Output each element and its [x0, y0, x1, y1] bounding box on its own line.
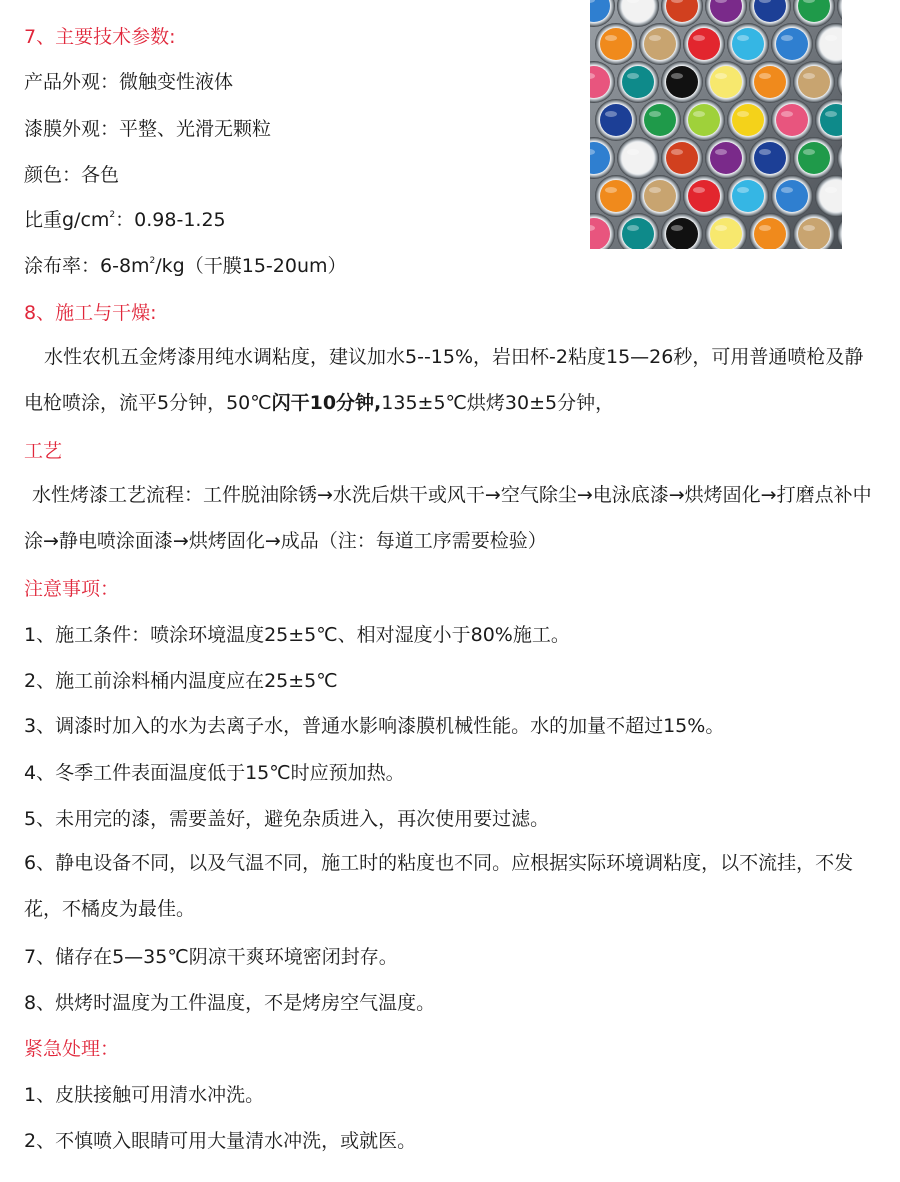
paint-can-shine [737, 35, 749, 41]
paint-can-color [666, 142, 698, 174]
paint-can-shine [693, 35, 705, 41]
paint-can-shine [605, 35, 617, 41]
construction-text-b: 闪干10分钟, [271, 392, 382, 414]
process-text: 水性烤漆工艺流程：工件脱油除锈→水洗后烘干或风干→空气除尘→电泳底漆→烘烤固化→打磨点补中涂→静电喷涂面漆→烘烤固化→成品（注：每道工序需要检验） [24, 484, 872, 552]
paint-can-color [732, 104, 764, 136]
note-item-4: 4、冬季工件表面温度低于15℃时应预加热。 [24, 762, 405, 784]
paint-can-shine [605, 111, 617, 117]
paint-can-shine [715, 149, 727, 155]
emergency-item-2: 2、不慎喷入眼睛可用大量清水冲洗，或就医。 [24, 1130, 417, 1152]
paint-can-color [688, 28, 720, 60]
paint-can-color [776, 104, 808, 136]
paint-can-color [754, 218, 786, 249]
paint-can-color [644, 180, 676, 212]
paint-can-color [710, 142, 742, 174]
density-spec [24, 207, 226, 233]
paint-can-color [622, 218, 654, 249]
paint-can-color [754, 66, 786, 98]
paint-can-shine [715, 225, 727, 231]
paint-can-shine [649, 35, 661, 41]
paint-can-color [754, 142, 786, 174]
coverage-spec [24, 253, 347, 279]
construction-text-c: 135±5℃烘烤30±5分钟， [381, 392, 615, 414]
coverage-value: /kg（干膜15-20um） [155, 255, 347, 277]
emergency-heading: 紧急处理： [24, 1038, 120, 1060]
paint-can-shine [759, 149, 771, 155]
density-superscript: 2 [109, 210, 116, 220]
construction-text-a: 水性农机五金烤漆用纯水调粘度，建议加水5--15%，岩田杯-2粘度15—26秒，可用普通喷枪及静电枪喷涂，流平5分钟，50℃ [24, 346, 864, 414]
process-heading: 工艺 [24, 440, 63, 462]
paint-can-shine [737, 111, 749, 117]
paint-can-shine [737, 187, 749, 193]
density-value: ：0.98-1.25 [115, 209, 226, 231]
paint-can-shine [803, 149, 815, 155]
paint-can-color [710, 218, 742, 249]
paint-can-color [732, 180, 764, 212]
color-spec: 颜色：各色 [24, 164, 120, 186]
paint-can-color [798, 66, 830, 98]
paint-can-color [644, 104, 676, 136]
paint-can-color [622, 66, 654, 98]
product-appearance: 产品外观：微触变性液体 [24, 71, 234, 93]
paint-can-shine [671, 149, 683, 155]
paint-can-color [600, 104, 632, 136]
note-item-3: 3、调漆时加入的水为去离子水，普通水影响漆膜机械性能。水的加量不超过15%。 [24, 715, 725, 737]
film-appearance: 漆膜外观：平整、光滑无颗粒 [24, 118, 272, 140]
note-item-1: 1、施工条件：喷涂环境温度25±5℃、相对湿度小于80%施工。 [24, 624, 570, 646]
paint-can-shine [693, 111, 705, 117]
paint-can-color [776, 180, 808, 212]
paint-can-shine [649, 111, 661, 117]
paint-can-shine [803, 225, 815, 231]
paint-can-color [622, 142, 654, 174]
note-item-5: 5、未用完的漆，需要盖好，避免杂质进入，再次使用要过滤。 [24, 808, 550, 830]
coverage-superscript: 2 [149, 256, 156, 266]
paint-can-shine [671, 225, 683, 231]
paint-can-color [644, 28, 676, 60]
paint-can-shine [803, 73, 815, 79]
paint-can-color [600, 180, 632, 212]
paint-can-color [600, 28, 632, 60]
paint-can-color [776, 28, 808, 60]
paint-can-shine [825, 35, 837, 41]
coverage-label: 涂布率：6-8m [24, 255, 150, 277]
paint-can-shine [605, 187, 617, 193]
density-label: 比重g/cm [24, 209, 110, 231]
paint-can-shine [759, 225, 771, 231]
paint-can-color [666, 66, 698, 98]
notes-heading: 注意事项： [24, 578, 120, 600]
paint-can-shine [671, 73, 683, 79]
note-item-6: 6、静电设备不同，以及气温不同，施工时的粘度也不同。应根据实际环境调粘度，以不流挂，不发花，不橘皮为最佳。 [24, 852, 854, 920]
paint-can-shine [693, 187, 705, 193]
paint-can-shine [825, 111, 837, 117]
paint-can-shine [781, 111, 793, 117]
paint-can-color [798, 142, 830, 174]
paint-can-color [798, 218, 830, 249]
paint-can-shine [781, 35, 793, 41]
paint-can-color [732, 28, 764, 60]
emergency-item-1: 1、皮肤接触可用清水冲洗。 [24, 1084, 265, 1106]
paint-can-color [710, 66, 742, 98]
note-item-2: 2、施工前涂料桶内温度应在25±5℃ [24, 670, 338, 692]
paint-can-color [688, 180, 720, 212]
paint-can-shine [781, 187, 793, 193]
section-8-heading: 8、施工与干燥: [24, 302, 157, 324]
paint-can-shine [759, 73, 771, 79]
note-item-8: 8、烘烤时温度为工件温度，不是烤房空气温度。 [24, 992, 436, 1014]
paint-can-shine [627, 73, 639, 79]
section-7-heading: 7、主要技术参数: [24, 26, 176, 48]
paint-can-shine [649, 187, 661, 193]
construction-drying-text [24, 334, 876, 426]
paint-cans-photo [590, 0, 842, 249]
paint-can-shine [627, 225, 639, 231]
paint-can-shine [825, 187, 837, 193]
paint-can-color [688, 104, 720, 136]
paint-can-shine [627, 149, 639, 155]
note-item-7: 7、储存在5—35℃阴凉干爽环境密闭封存。 [24, 946, 398, 968]
paint-can-shine [715, 73, 727, 79]
paint-can-color [666, 218, 698, 249]
